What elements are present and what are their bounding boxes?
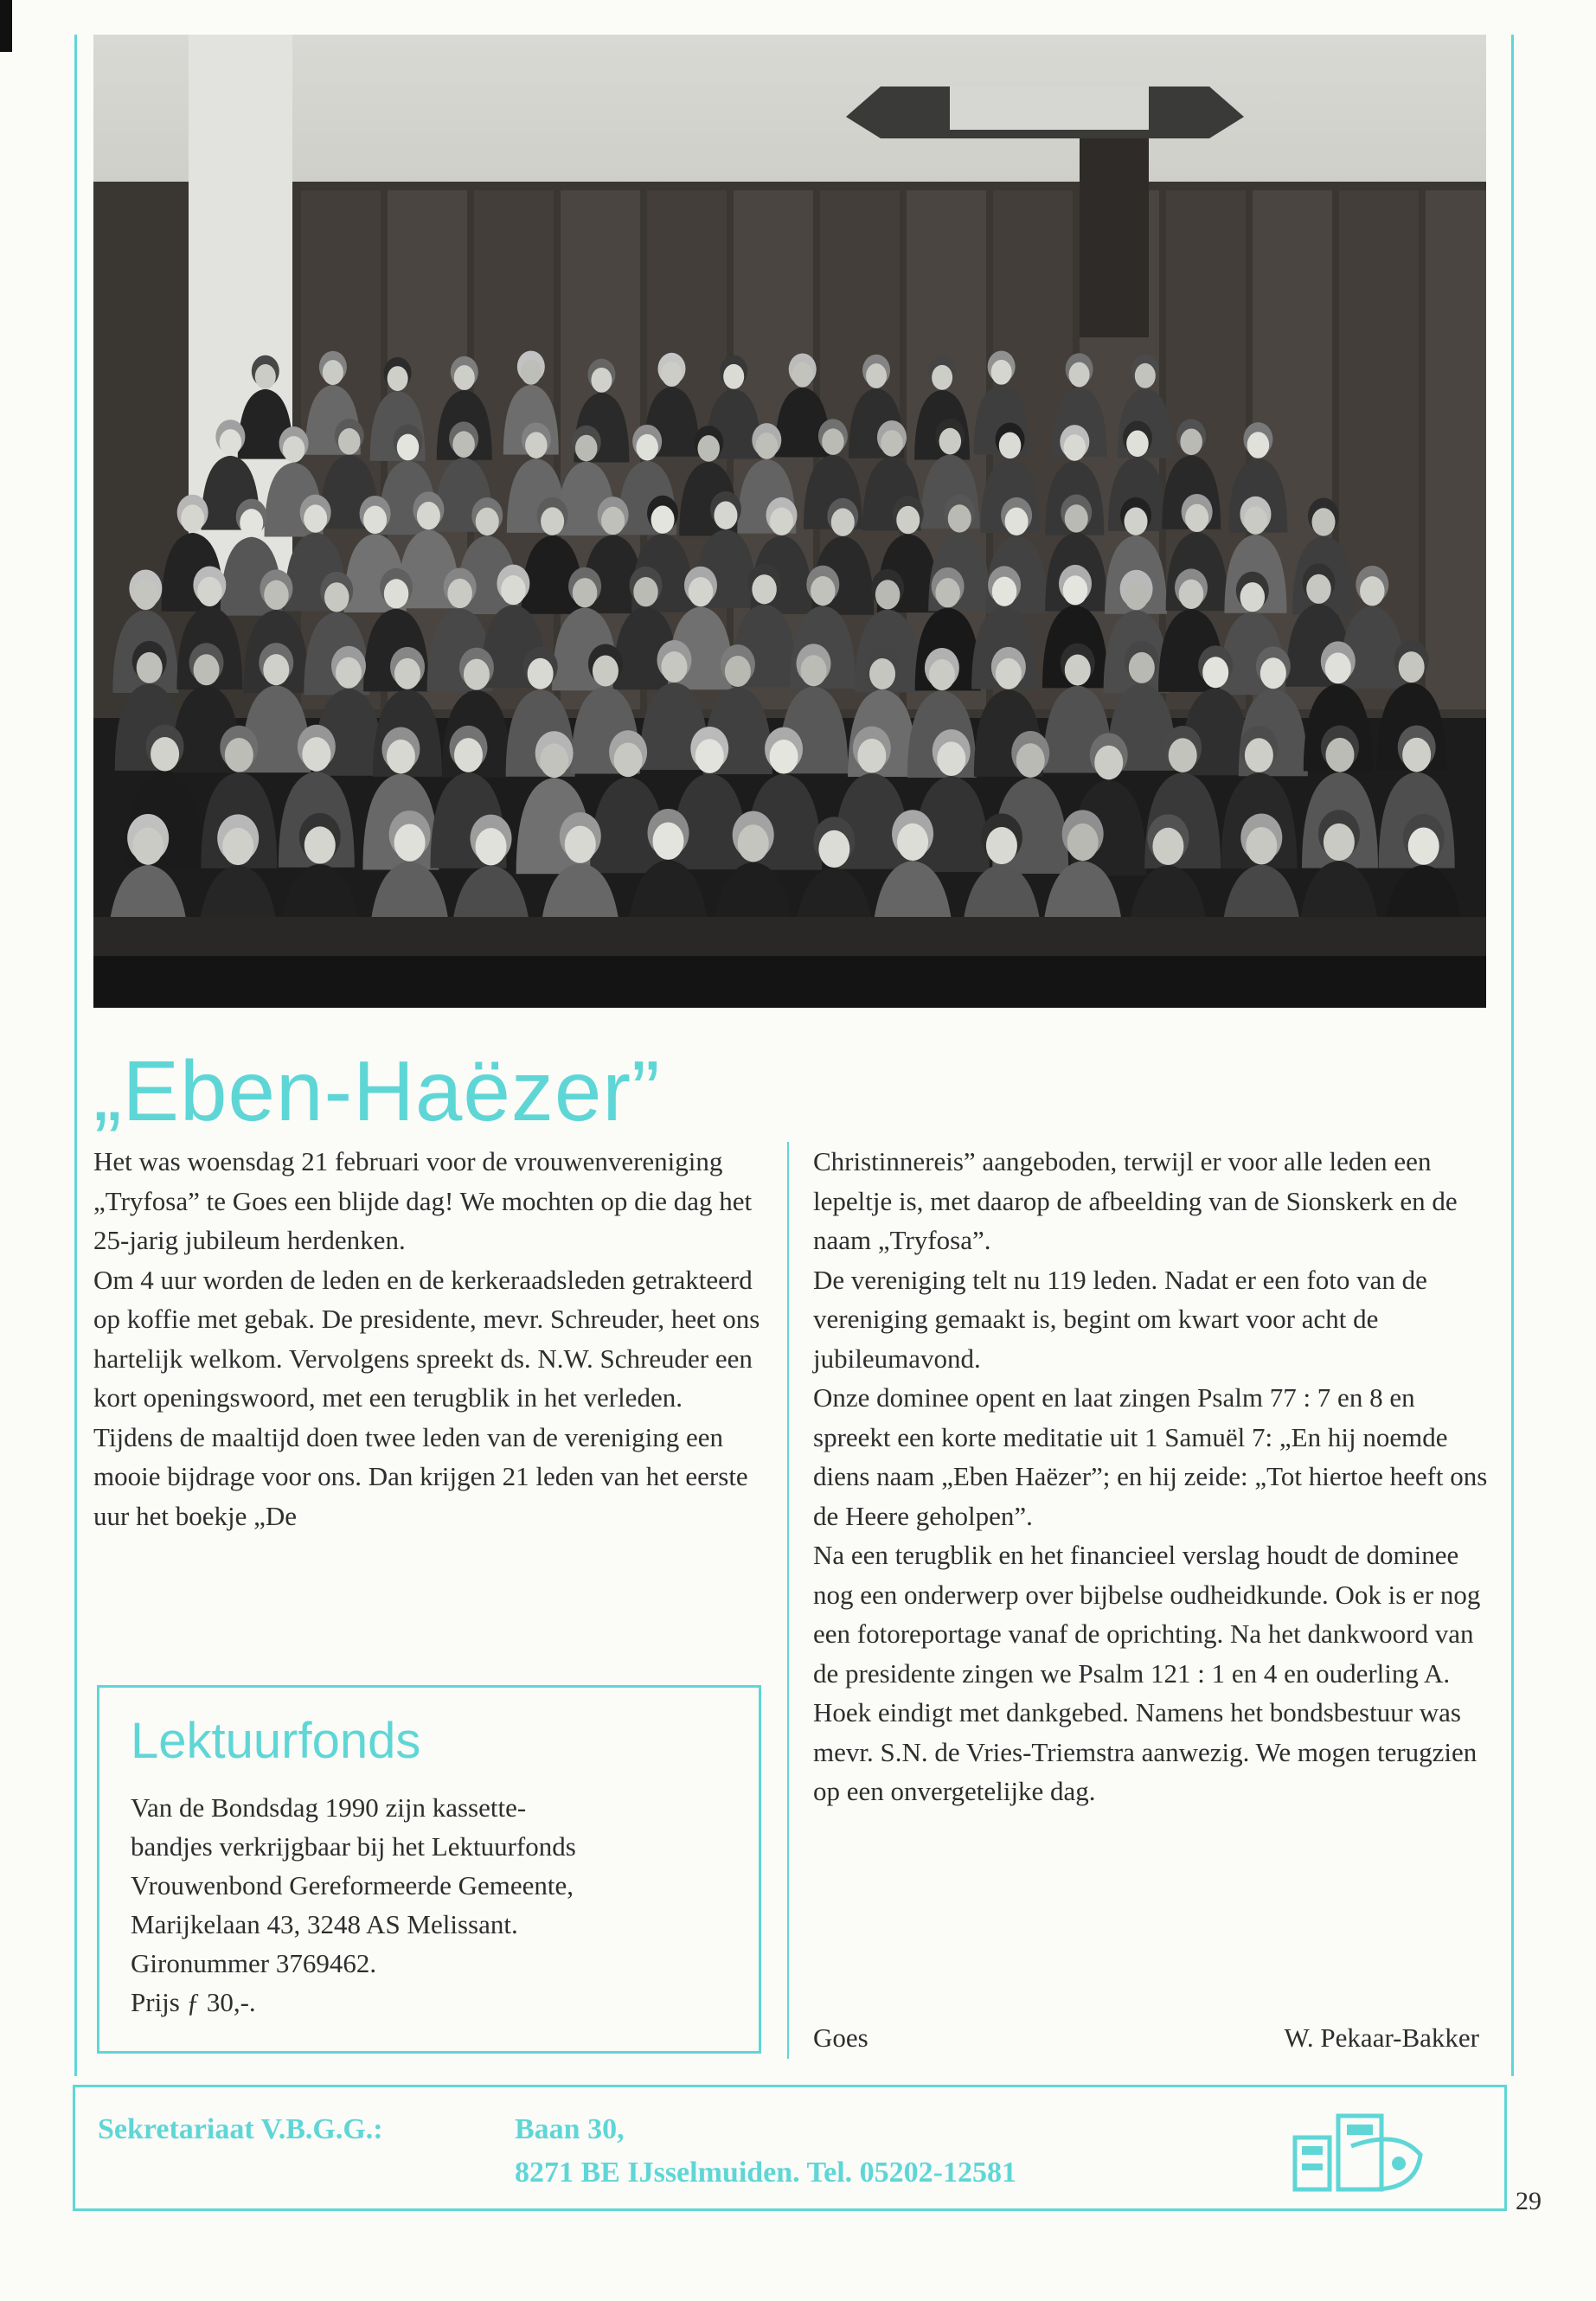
box-body (131, 1788, 736, 2022)
article-paragraph: Het was woensdag 21 februari voor de vrouwenvereniging „Tryfosa” te Goes een blijde dag! We mochten op die dag het 25-jarig jubileum herdenken. (93, 1146, 753, 1255)
signature-author: W. Pekaar-Bakker (1284, 2022, 1479, 2053)
page-edge-mark (0, 0, 12, 52)
article-paragraph: Om 4 uur worden de leden en de kerkeraadsleden getrakteerd op koffie met gebak. De presidente, mevr. Schreuder, heet ons hartelijk welkom. Vervolgens spreekt ds. N.W. Schreuder een kort openingswoord, met een terugblik in het verleden. Tijdens de maaltijd doen twee leden van de vereniging een mooie bijdrage voor ons. Dan krijgen 21 leden van het eerste uur het boekje „De (93, 1264, 760, 1531)
footer-secretariat (73, 2085, 1507, 2211)
article-paragraph: Onze dominee opent en laat zingen Psalm 77 : 7 en 8 en spreekt een korte meditatie uit 1 Samuël 7: „En hij noemde diens naam „Eben Haëzer”; en hij zeide: „Tot hiertoe heeft ons de Heere geholpen”. (813, 1382, 1488, 1531)
footer-address-line1: Baan 30, (515, 2113, 625, 2145)
footer-label: Sekretariaat V.B.G.G.: (98, 2113, 383, 2145)
page-number: 29 (1516, 2187, 1542, 2215)
box-line: Prijs ƒ 30,-. (131, 1987, 256, 2017)
article-paragraph: Christinnereis” aangeboden, terwijl er voor alle leden een lepeltje is, met daarop de afbeelding van de Sionskerk en de naam „Tryfosa”. (813, 1146, 1458, 1255)
article-column-right (813, 1142, 1488, 1811)
box-line: Marijkelaan 43, 3248 AS Melissant. (131, 1909, 518, 1939)
footer-address-line2: 8271 BE IJsselmuiden. Tel. 05202-12581 (515, 2157, 1016, 2189)
box-line: Van de Bondsdag 1990 zijn kassette- (131, 1792, 527, 1823)
signature-place: Goes (813, 2022, 869, 2053)
article-title: „Eben-Haëzer” (93, 1043, 661, 1138)
article-column-left (93, 1142, 768, 1535)
group-photo (93, 35, 1486, 1008)
column-divider (787, 1142, 789, 2059)
frame-border-left (74, 35, 77, 2076)
vbgg-logo-icon (1278, 2103, 1433, 2200)
box-line: bandjes verkrijgbaar bij het Lektuurfonds (131, 1831, 576, 1862)
article-paragraph: De vereniging telt nu 119 leden. Nadat er een foto van de vereniging gemaakt is, begint om kwart voor acht de jubileumavond. (813, 1264, 1427, 1374)
group-photo-image (93, 35, 1486, 1008)
box-line: Gironummer 3769462. (131, 1948, 377, 1978)
box-line: Vrouwenbond Gereformeerde Gemeente, (131, 1870, 574, 1900)
lektuurfonds-box (97, 1685, 761, 2054)
frame-border-right (1511, 35, 1514, 2076)
box-heading: Lektuurfonds (131, 1713, 421, 1769)
article-paragraph: Na een terugblik en het financieel verslag houdt de dominee nog een onderwerp over bijbelse oudheidkunde. Ook is er nog een fotoreportage vanaf de oprichting. Na het dankwoord van de presidente zingen we Psalm 121 : 1 en 4 en ouderling A. Hoek eindigt met dankgebed. Namens het bondsbestuur was mevr. S.N. de Vries-Triemstra aanwezig. We mogen terugzien op een onvergetelijke dag. (813, 1540, 1481, 1806)
